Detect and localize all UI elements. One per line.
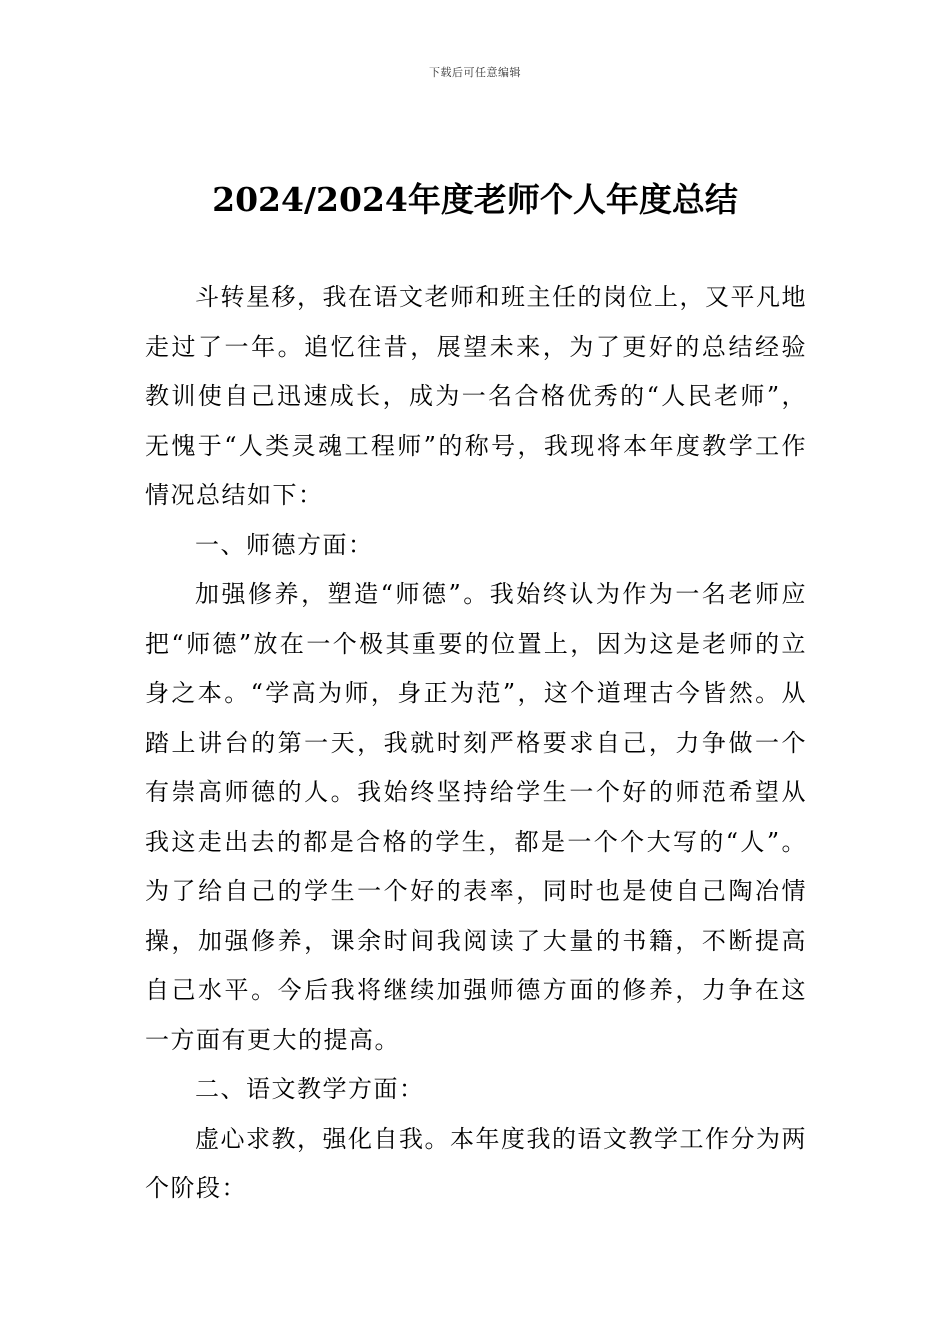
paragraph-chinese-teaching: 虚心求教，强化自我。本年度我的语文教学工作分为两个阶段： — [145, 1124, 807, 1202]
document-title: 2024/2024年度老师个人年度总结 — [212, 180, 738, 219]
section-heading-ethics: 一、师德方面： — [195, 530, 374, 559]
paragraph-ethics: 加强修养，塑造“师德”。我始终认为作为一名老师应把“师德”放在一个极其重要的位置上，因为这是老师的立身之本。“学高为师，身正为范”，这个道理古今皆然。从踏上讲台的第一天，我就时刻严格要求自己，力争做一个有崇高师德的人。我始终坚持给学生一个好的师范希望从我这走出去的都是合格的学生，都是一个个大写的“人”。为了给自己的学生一个好的表率，同时也是使自己陶冶情操，加强修养，课余时间我阅读了大量的书籍，不断提高自己水平。今后我将继续加强师德方面的修养，力争在这一方面有更大的提高。 — [145, 580, 807, 1054]
paragraph-intro: 斗转星移，我在语文老师和班主任的岗位上，又平凡地走过了一年。追忆往昔，展望未来，为了更好的总结经验教训使自己迅速成长，成为一名合格优秀的“人民老师”，无愧于“人类灵魂工程师”的称号，我现将本年度教学工作情况总结如下： — [145, 283, 807, 509]
section-heading-chinese-teaching: 二、语文教学方面： — [195, 1075, 425, 1103]
header-note: 下载后可任意编辑 — [429, 66, 521, 79]
document-body — [145, 273, 807, 1214]
